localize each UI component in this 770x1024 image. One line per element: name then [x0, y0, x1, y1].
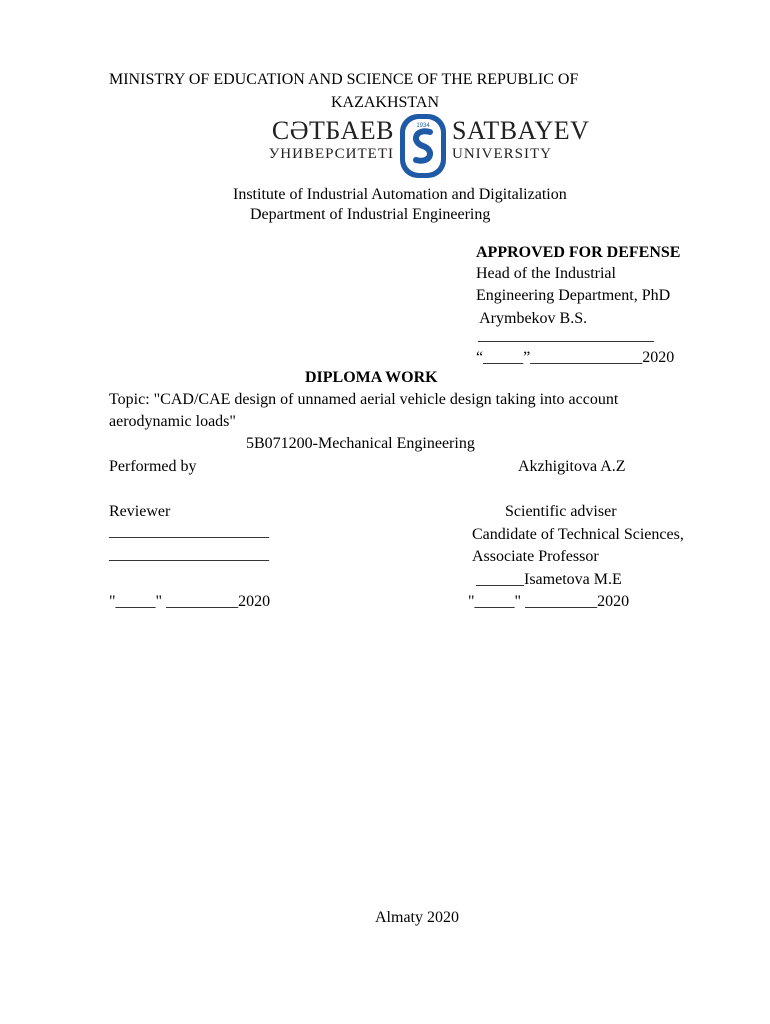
university-logo [252, 112, 592, 180]
adviser-line-2: Associate Professor [472, 548, 599, 565]
adviser-line-1: Candidate of Technical Sciences, [472, 526, 684, 543]
logo-right-small: UNIVERSITY [452, 146, 552, 162]
logo-left-text [252, 118, 394, 164]
performed-by-label: Performed by [109, 458, 197, 475]
institute-name: Institute of Industrial Automation and Digitalization [233, 186, 567, 203]
reviewer-date: "_____" _________2020 [109, 593, 271, 610]
approval-head-name: Arymbekov B.S. [476, 310, 588, 327]
adviser-label: Scientific adviser [505, 503, 617, 520]
approval-heading: APPROVED FOR DEFENSE [476, 244, 681, 261]
adviser-name: ______Isametova M.E [472, 571, 622, 588]
adviser-date: "_____" _________2020 [468, 593, 630, 610]
topic-line-1: Topic: "CAD/CAE design of unnamed aerial vehicle design taking into account [109, 391, 619, 408]
department-name: Department of Industrial Engineering [250, 206, 491, 223]
ministry-line-2: KAZAKHSTAN [330, 94, 440, 111]
approval-date: “_____”______________2020 [476, 349, 675, 366]
reviewer-line-1: ____________________ [109, 523, 269, 540]
reviewer-line-2: ____________________ [109, 546, 269, 563]
city-year: Almaty 2020 [375, 909, 459, 926]
performed-by-name: Akzhigitova A.Z [518, 458, 626, 475]
logo-right-big: SATBAYEV [452, 116, 590, 145]
seal-year: 1934 [416, 123, 430, 129]
topic-line-2: aerodynamic loads" [109, 413, 236, 430]
ministry-line-1: MINISTRY OF EDUCATION AND SCIENCE OF THE REPUBLIC OF [109, 71, 579, 88]
logo-left-big: СӘТБАЕВ [271, 116, 394, 145]
approval-line-2: Engineering Department, PhD [476, 287, 671, 304]
approval-signature-line: ______________________ [478, 327, 654, 344]
specialty: 5B071200-Mechanical Engineering [246, 435, 475, 452]
reviewer-label: Reviewer [109, 503, 171, 520]
work-title: DIPLOMA WORK [305, 369, 438, 386]
logo-right-text [452, 118, 592, 164]
approval-line-1: Head of the Industrial [476, 265, 616, 282]
university-seal-icon [397, 112, 449, 180]
logo-left-small: УНИВЕРСИТЕТІ [268, 146, 394, 162]
